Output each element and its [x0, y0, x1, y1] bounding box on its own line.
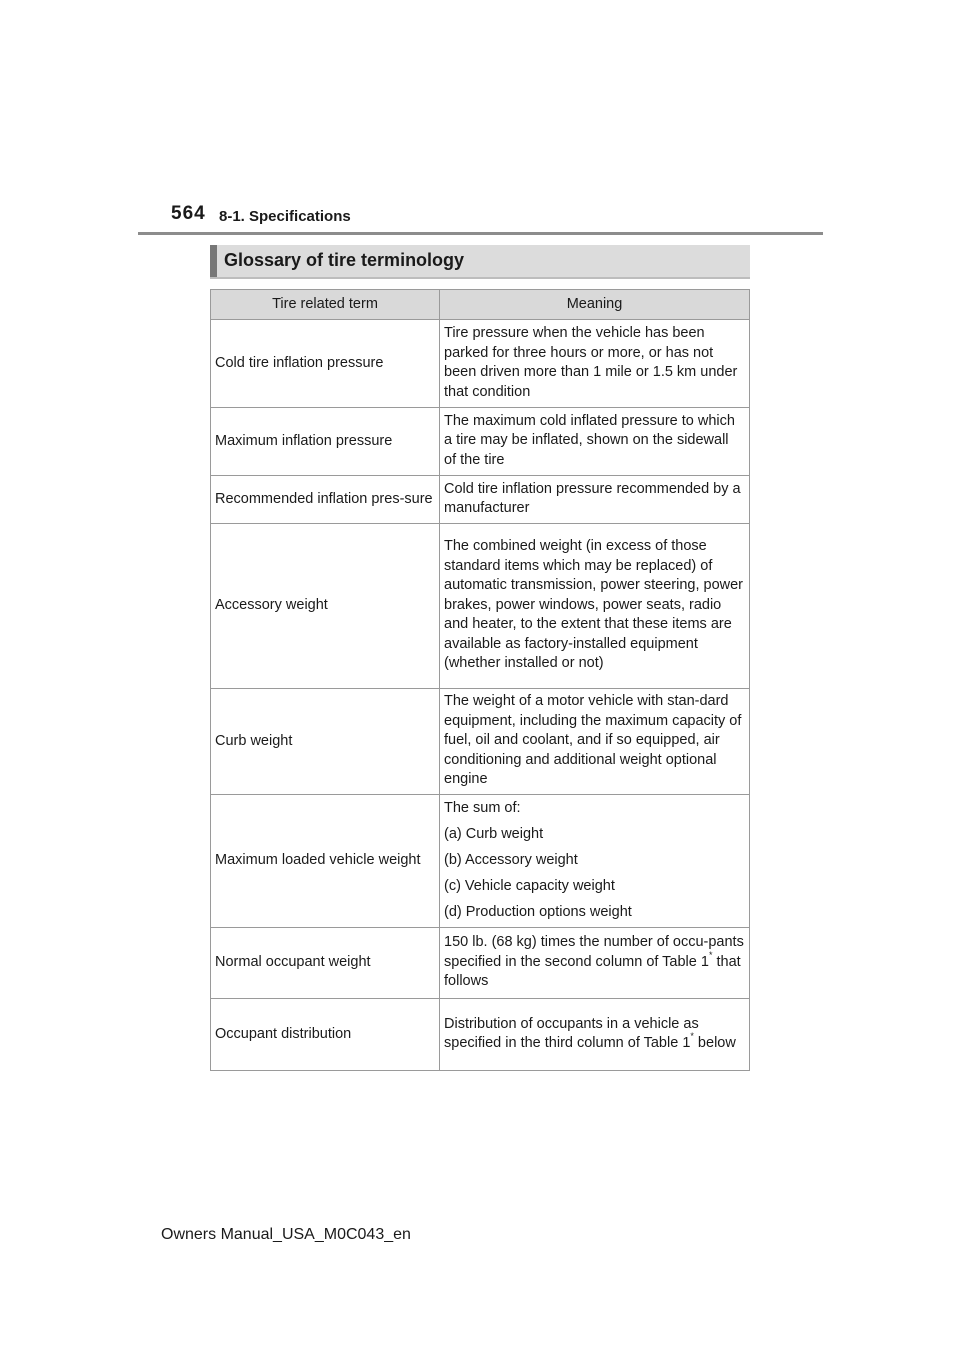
table-row — [211, 408, 750, 476]
table-row — [211, 999, 750, 1071]
term-cell: Maximum inflation pressure — [211, 408, 440, 476]
table-row — [211, 795, 750, 928]
sum-item-b: (b) Accessory weight — [444, 851, 578, 868]
term-cell: Accessory weight — [211, 524, 440, 689]
page-number: 564 — [171, 203, 206, 224]
section-title: 8-1. Specifications — [219, 208, 351, 225]
heading-accent — [210, 245, 217, 277]
meaning-cell — [440, 795, 750, 928]
term-cell: Maximum loaded vehicle weight — [211, 795, 440, 928]
glossary-heading-bar — [210, 245, 750, 279]
meaning-cell: The weight of a motor vehicle with stan-dard equipment, including the maximum capacity of fuel, oil and coolant, and if so equipped, air conditioning and additional weight optional engine — [440, 689, 750, 795]
sum-intro: The sum of: — [444, 799, 521, 816]
meaning-cell: The maximum cold inflated pressure to which a tire may be inflated, shown on the sidewall of the tire — [440, 408, 750, 476]
table-row — [211, 476, 750, 524]
sum-item-a: (a) Curb weight — [444, 825, 544, 842]
meaning-cell: Cold tire inflation pressure recommended by a manufacturer — [440, 476, 750, 524]
footer-text: Owners Manual_USA_M0C043_en — [161, 1226, 411, 1243]
meaning-text: 150 lb. (68 kg) times the number of occu-pants specified in the second column of Table 1 — [444, 934, 744, 970]
term-cell: Normal occupant weight — [211, 928, 440, 999]
term-cell: Cold tire inflation pressure — [211, 320, 440, 408]
meaning-text: Distribution of occupants in a vehicle as specified in the third column of Table 1 — [444, 1015, 699, 1051]
table-row — [211, 928, 750, 999]
meaning-cell: Tire pressure when the vehicle has been parked for three hours or more, or has not been driven more than 1 mile or 1.5 km under that condition — [440, 320, 750, 408]
sum-item-d: (d) Production options weight — [444, 903, 632, 920]
meaning-text-end: below — [693, 1035, 736, 1051]
term-cell: Curb weight — [211, 689, 440, 795]
table-header-row — [211, 290, 750, 320]
table-row — [211, 320, 750, 408]
meaning-cell — [440, 928, 750, 999]
column-header-meaning: Meaning — [440, 290, 750, 320]
term-cell: Recommended inflation pres-sure — [211, 476, 440, 524]
footnote-mark: * — [690, 1031, 694, 1042]
term-cell: Occupant distribution — [211, 999, 440, 1071]
meaning-cell: The combined weight (in excess of those standard items which may be replaced) of automatic transmission, power steering, power brakes, power windows, power seats, radio and heater, to the extent that these items are available as factory-installed equipment (whether installed or not) — [440, 524, 750, 689]
sum-item-c: (c) Vehicle capacity weight — [444, 877, 615, 894]
header-rule — [138, 232, 823, 235]
footnote-mark: * — [708, 949, 713, 960]
glossary-heading: Glossary of tire terminology — [224, 250, 465, 270]
tire-terminology-table — [210, 289, 750, 1071]
table-row — [211, 689, 750, 795]
table-row — [211, 524, 750, 689]
meaning-text-end: that follows — [444, 953, 741, 990]
column-header-term: Tire related term — [211, 290, 440, 320]
meaning-cell — [440, 999, 750, 1071]
